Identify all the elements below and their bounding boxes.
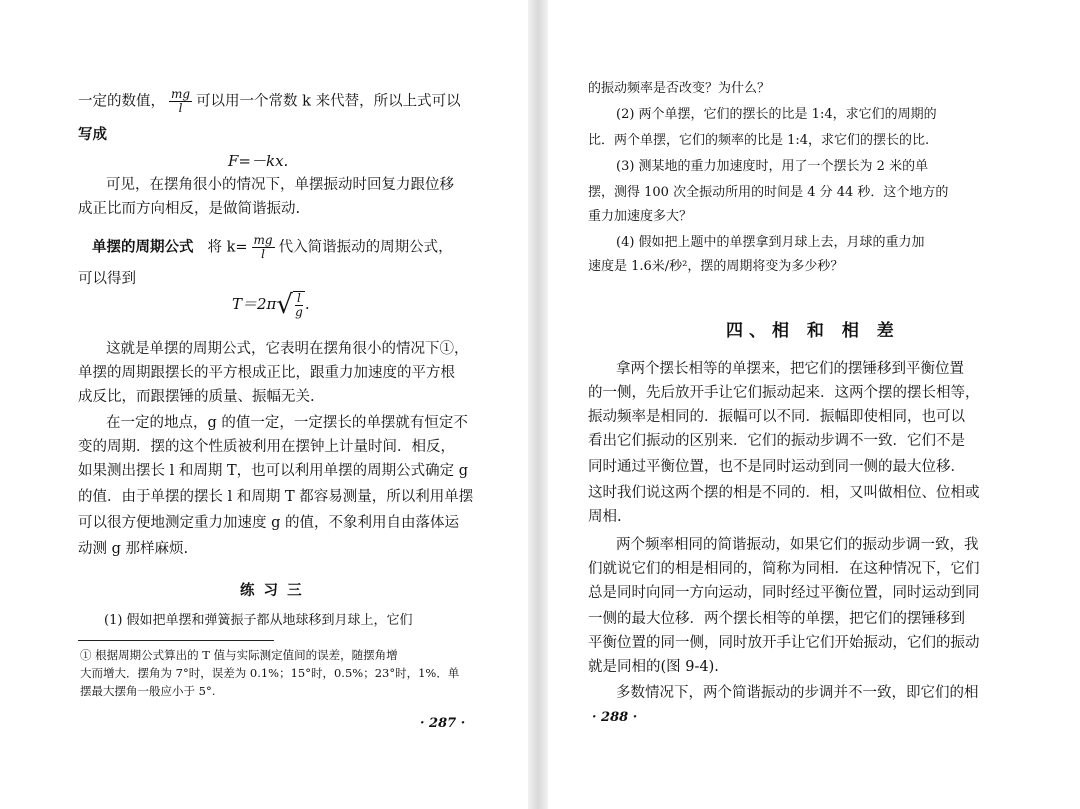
exercise-line: 的振动频率是否改变？为什么？ bbox=[588, 81, 771, 96]
left-page bbox=[0, 0, 528, 809]
text-line: 们就说它们的相是相同的，简称为同相．在这种情况下，它们 bbox=[588, 561, 980, 577]
text-line: 同时通过平衡位置，也不是同时运动到同一侧的最大位移． bbox=[588, 459, 965, 475]
footnote-line: 摆最大摆角一般应小于 5°. bbox=[80, 684, 216, 698]
text-segment: 可以用一个常数 k 来代替，所以上式可以 bbox=[196, 93, 461, 110]
fraction bbox=[252, 234, 275, 261]
radicand bbox=[293, 291, 305, 319]
fraction-denominator: g bbox=[295, 305, 303, 319]
exercise-line: 重力加速度多大？ bbox=[588, 209, 693, 224]
exercise-line: 比．两个单摆，它们的频率的比是 1:4，求它们的摆长的比. bbox=[588, 133, 930, 148]
text-line: 写成 bbox=[78, 126, 107, 143]
text-line: 多数情况下，两个简谐振动的步调并不一致，即它们的相 bbox=[616, 685, 979, 701]
text-line: 成正比而方向相反，是做简谐振动. bbox=[78, 201, 301, 217]
fraction-numerator: mg bbox=[171, 87, 191, 101]
text-line: 平衡位置的同一侧，同时放开手让它们开始振动，它们的振动 bbox=[588, 635, 980, 651]
exercise-line: 摆，测得 100 次全振动所用的时间是 4 分 44 秒．这个地方的 bbox=[588, 185, 949, 200]
exercise-line: (2) 两个单摆，它们的摆长的比是 1:4，求它们的周期的 bbox=[616, 107, 937, 122]
text-line: 一侧的最大位移．两个摆长相等的单摆，把它们的摆锤移到 bbox=[588, 611, 965, 627]
exercise-line: 速度是 1.6米/秒²，摆的周期将变为多少秒？ bbox=[588, 259, 844, 274]
fraction-denominator: l bbox=[261, 247, 265, 261]
page-number: · 287 · bbox=[420, 716, 466, 731]
text-line: 变的周期．摆的这个性质被利用在摆钟上计量时间．相反， bbox=[78, 439, 455, 455]
section-title: 四、相 和 相 差 bbox=[726, 321, 900, 341]
text-line: 可以很方便地测定重力加速度 g 的值，不象利用自由落体运 bbox=[78, 515, 459, 531]
formula-lhs: T＝2π bbox=[232, 295, 277, 313]
fraction-numerator: l bbox=[297, 291, 301, 305]
text-line: 两个频率相同的简谐振动，如果它们的振动步调一致，我 bbox=[616, 537, 979, 553]
fraction bbox=[295, 292, 303, 319]
text-line: 可见，在摆角很小的情况下，单摆振动时回复力跟位移 bbox=[106, 177, 454, 193]
book-gutter bbox=[528, 0, 548, 809]
text-line: 看出它们振动的区别来．它们的振动步调不一致．它们不是 bbox=[588, 433, 965, 449]
text-line: 如果测出摆长 l 和周期 T，也可以利用单摆的周期公式确定 g bbox=[78, 463, 469, 479]
formula: F=－kx. bbox=[228, 152, 289, 170]
text-line: 这就是单摆的周期公式，它表明在摆角很小的情况下①， bbox=[106, 341, 469, 357]
page-number: · 288 · bbox=[592, 710, 638, 725]
radical-sign: √ bbox=[276, 290, 293, 320]
exercise-line: (3) 测某地的重力加速度时，用了一个摆长为 2 米的单 bbox=[616, 159, 929, 174]
exercise-item: (1) 假如把单摆和弹簧振子都从地球移到月球上，它们 bbox=[104, 613, 413, 628]
text-segment: 一定的数值， bbox=[78, 93, 165, 110]
text-line: 的值．由于单摆的摆长 l 和周期 T 都容易测量，所以利用单摆 bbox=[78, 489, 474, 505]
text-line bbox=[78, 88, 461, 115]
footnote-line: 大而增大．摆角为 7°时，误差为 0.1%；15°时，0.5%；23°时，1%．单 bbox=[80, 666, 460, 680]
text-line: 拿两个摆长相等的单摆来，把它们的摆锤移到平衡位置 bbox=[616, 361, 964, 377]
right-page bbox=[548, 0, 1080, 809]
text-line: 的一侧，先后放开手让它们振动起来．这两个摆的摆长相等， bbox=[588, 385, 980, 401]
text-line: 周相. bbox=[588, 509, 622, 525]
text-line: 这时我们说这两个摆的相是不同的．相，又叫做相位、位相或 bbox=[588, 485, 980, 501]
text-line: 总是同时向同一方向运动，同时经过平衡位置，同时运动到同 bbox=[588, 585, 980, 601]
text-line: 成反比，而跟摆锤的质量、振幅无关. bbox=[78, 389, 315, 405]
text-line: 动测 g 那样麻烦. bbox=[78, 541, 189, 557]
exercise-title: 练 习 三 bbox=[240, 582, 304, 599]
text-line bbox=[92, 234, 453, 261]
text-line: 就是同相的(图 9-4). bbox=[588, 659, 719, 675]
text-line: 在一定的地点，g 的值一定，一定摆长的单摆就有恒定不 bbox=[106, 415, 468, 431]
square-root bbox=[276, 290, 304, 320]
text-segment: 将 k= bbox=[207, 239, 248, 256]
period-formula bbox=[232, 290, 310, 320]
fraction bbox=[169, 88, 192, 115]
text-line: 可以得到 bbox=[78, 271, 136, 287]
footnote-rule bbox=[78, 640, 274, 641]
fraction-denominator: l bbox=[178, 101, 183, 115]
text-segment: 代入简谐振动的周期公式， bbox=[278, 239, 453, 256]
text-line: 振动频率是相同的．振幅可以不同．振幅即使相同，也可以 bbox=[588, 409, 965, 425]
exercise-line: (4) 假如把上题中的单摆拿到月球上去，月球的重力加 bbox=[616, 235, 925, 250]
footnote-line: ① 根据周期公式算出的 T 值与实际测定值间的误差，随摆角增 bbox=[80, 648, 398, 662]
subheading: 单摆的周期公式 bbox=[92, 238, 194, 256]
text-line: 单摆的周期跟摆长的平方根成正比，跟重力加速度的平方根 bbox=[78, 365, 455, 381]
formula-tag: . bbox=[304, 295, 310, 313]
fraction-numerator: mg bbox=[253, 233, 273, 247]
